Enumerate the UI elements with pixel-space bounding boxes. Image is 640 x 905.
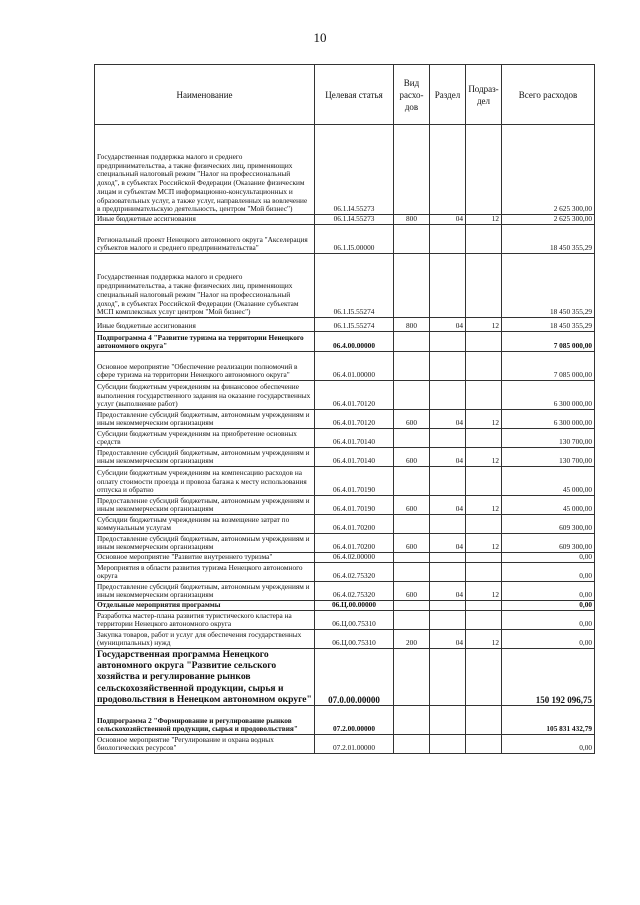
cell-subsection <box>466 649 502 706</box>
cell-subsection: 12 <box>466 630 502 649</box>
table-row <box>95 534 595 553</box>
cell-total: 130 700,00 <box>502 429 595 448</box>
header-type: Вид расхо-дов <box>394 65 430 125</box>
cell-section <box>430 649 466 706</box>
cell-name: Субсидии бюджетным учреждениям на возмещение затрат по коммунальным услугам <box>95 515 315 534</box>
cell-code: 06.4.01.70200 <box>315 515 394 534</box>
cell-name: Разработка мастер-плана развития туристического кластера на территории Ненецкого автономного округа <box>95 611 315 630</box>
header-target: Целевая статья <box>315 65 394 125</box>
cell-code: 06.4.01.00000 <box>315 352 394 381</box>
cell-total: 150 192 096,75 <box>502 649 595 706</box>
table-row <box>95 582 595 601</box>
cell-subsection <box>466 735 502 754</box>
cell-subsection: 12 <box>466 215 502 225</box>
cell-code: 06.4.02.00000 <box>315 553 394 563</box>
cell-section: 04 <box>430 582 466 601</box>
table-row <box>95 225 595 254</box>
cell-type: 600 <box>394 410 430 429</box>
cell-type <box>394 467 430 496</box>
cell-type <box>394 706 430 735</box>
cell-section: 04 <box>430 630 466 649</box>
cell-name: Государственная программа Ненецкого автономного округа "Развитие сельского хозяйства и регулирование рынков сельскохозяйственной продукции, сырья и продовольствия в Ненецком автономном округе" <box>95 649 315 706</box>
table-body <box>95 125 595 754</box>
cell-name: Основное мероприятие "Регулирование и охрана водных биологических ресурсов" <box>95 735 315 754</box>
table-row <box>95 215 595 225</box>
table-row <box>95 611 595 630</box>
cell-code: 06.1.I5.55274 <box>315 254 394 318</box>
cell-type: 800 <box>394 318 430 332</box>
budget-table <box>94 64 595 754</box>
cell-total: 6 300 000,00 <box>502 410 595 429</box>
table-row <box>95 649 595 706</box>
table-row <box>95 563 595 582</box>
cell-type: 800 <box>394 215 430 225</box>
cell-subsection: 12 <box>466 318 502 332</box>
cell-section <box>430 467 466 496</box>
cell-type <box>394 332 430 352</box>
cell-section <box>430 254 466 318</box>
cell-name: Государственная поддержка малого и среднего предпринимательства, а также физических лиц, применяющих специальный налоговый режим "Налог на профессиональный доход", в субъектах Российской Федерации (Оказание физическим лицам и субъектам МСП информационно-консультационных и образовательных услуг, а также услуг, направленных на вовлечение в предпринимательскую деятельность, центром "Мой бизнес") <box>95 125 315 215</box>
cell-type <box>394 611 430 630</box>
cell-section <box>430 352 466 381</box>
cell-type <box>394 553 430 563</box>
cell-subsection: 12 <box>466 410 502 429</box>
cell-code: 07.2.00.00000 <box>315 706 394 735</box>
cell-total: 18 450 355,29 <box>502 318 595 332</box>
cell-code: 06.4.01.70140 <box>315 448 394 467</box>
cell-subsection: 12 <box>466 534 502 553</box>
cell-type <box>394 563 430 582</box>
header-total: Всего расходов <box>502 65 595 125</box>
cell-code: 06.4.01.70190 <box>315 467 394 496</box>
cell-type: 600 <box>394 582 430 601</box>
cell-type <box>394 225 430 254</box>
cell-section <box>430 332 466 352</box>
cell-total: 7 085 000,00 <box>502 332 595 352</box>
cell-subsection <box>466 332 502 352</box>
cell-type <box>394 735 430 754</box>
cell-total: 45 000,00 <box>502 467 595 496</box>
cell-total: 7 085 000,00 <box>502 352 595 381</box>
cell-subsection <box>466 429 502 448</box>
cell-subsection <box>466 563 502 582</box>
table-row <box>95 735 595 754</box>
cell-subsection: 12 <box>466 496 502 515</box>
cell-total: 18 450 355,29 <box>502 225 595 254</box>
cell-subsection <box>466 601 502 611</box>
table-row <box>95 410 595 429</box>
cell-total: 0,00 <box>502 563 595 582</box>
cell-name: Подпрограмма 4 "Развитие туризма на территории Ненецкого автономного округа" <box>95 332 315 352</box>
cell-subsection <box>466 381 502 410</box>
cell-section: 04 <box>430 534 466 553</box>
cell-code: 06.4.01.70190 <box>315 496 394 515</box>
cell-code: 06.4.01.70120 <box>315 410 394 429</box>
cell-type: 600 <box>394 534 430 553</box>
cell-type <box>394 429 430 448</box>
cell-section <box>430 225 466 254</box>
cell-subsection <box>466 611 502 630</box>
cell-section <box>430 601 466 611</box>
cell-name: Основное мероприятие "Развитие внутреннего туризма" <box>95 553 315 563</box>
table-row <box>95 467 595 496</box>
table-row <box>95 254 595 318</box>
cell-subsection <box>466 515 502 534</box>
cell-code: 06.4.02.75320 <box>315 563 394 582</box>
cell-subsection <box>466 467 502 496</box>
cell-total: 6 300 000,00 <box>502 381 595 410</box>
cell-name: Мероприятия в области развития туризма Ненецкого автономного округа <box>95 563 315 582</box>
cell-total: 0,00 <box>502 601 595 611</box>
cell-subsection <box>466 553 502 563</box>
cell-name: Подпрограмма 2 "Формирование и регулирование рынков сельскохозяйственной продукции, сырья и продовольствия" <box>95 706 315 735</box>
table-row <box>95 515 595 534</box>
cell-section: 04 <box>430 410 466 429</box>
cell-total: 0,00 <box>502 582 595 601</box>
cell-subsection <box>466 706 502 735</box>
header-subsection: Подраз-дел <box>466 65 502 125</box>
cell-subsection <box>466 254 502 318</box>
cell-subsection: 12 <box>466 448 502 467</box>
cell-type <box>394 601 430 611</box>
cell-type: 200 <box>394 630 430 649</box>
cell-name: Предоставление субсидий бюджетным, автономным учреждениям и иным некоммерческим организациям <box>95 582 315 601</box>
cell-code: 06.Ц.00.75310 <box>315 630 394 649</box>
cell-total: 18 450 355,29 <box>502 254 595 318</box>
table-row <box>95 706 595 735</box>
table-row <box>95 332 595 352</box>
cell-code: 06.1.I4.55273 <box>315 125 394 215</box>
cell-subsection <box>466 125 502 215</box>
cell-name: Субсидии бюджетным учреждениям на приобретение основных средств <box>95 429 315 448</box>
table-row <box>95 496 595 515</box>
cell-code: 06.4.02.75320 <box>315 582 394 601</box>
cell-type: 600 <box>394 496 430 515</box>
header-section: Раздел <box>430 65 466 125</box>
table-row <box>95 601 595 611</box>
cell-section <box>430 706 466 735</box>
cell-section: 04 <box>430 448 466 467</box>
cell-section <box>430 125 466 215</box>
cell-code: 06.4.01.70120 <box>315 381 394 410</box>
cell-name: Основное мероприятие "Обеспечение реализации полномочий в сфере туризма на территории Ненецкого автономного округа" <box>95 352 315 381</box>
cell-subsection <box>466 225 502 254</box>
cell-type <box>394 352 430 381</box>
cell-section <box>430 515 466 534</box>
cell-code: 06.1.I4.55273 <box>315 215 394 225</box>
cell-type <box>394 515 430 534</box>
cell-name: Субсидии бюджетным учреждениям на компенсацию расходов на оплату стоимости проезда и провоза багажа к месту использования отпуска и обратно <box>95 467 315 496</box>
table-row <box>95 448 595 467</box>
cell-total: 609 300,00 <box>502 515 595 534</box>
cell-type <box>394 125 430 215</box>
cell-section: 04 <box>430 215 466 225</box>
cell-total: 0,00 <box>502 735 595 754</box>
cell-type <box>394 254 430 318</box>
cell-name: Закупка товаров, работ и услуг для обеспечения государственных (муниципальных) нужд <box>95 630 315 649</box>
cell-code: 06.4.01.70200 <box>315 534 394 553</box>
cell-total: 2 625 300,00 <box>502 125 595 215</box>
cell-name: Региональный проект Ненецкого автономного округа "Акселерация субъектов малого и среднего предпринимательства" <box>95 225 315 254</box>
cell-section: 04 <box>430 318 466 332</box>
table-row <box>95 125 595 215</box>
cell-code: 06.4.01.70140 <box>315 429 394 448</box>
cell-type <box>394 649 430 706</box>
cell-name: Предоставление субсидий бюджетным, автономным учреждениям и иным некоммерческим организациям <box>95 496 315 515</box>
cell-section: 04 <box>430 496 466 515</box>
cell-section <box>430 381 466 410</box>
table-row <box>95 352 595 381</box>
cell-code: 06.4.00.00000 <box>315 332 394 352</box>
cell-total: 130 700,00 <box>502 448 595 467</box>
cell-section <box>430 735 466 754</box>
cell-section <box>430 553 466 563</box>
cell-total: 0,00 <box>502 611 595 630</box>
cell-total: 2 625 300,00 <box>502 215 595 225</box>
page-number: 10 <box>313 30 327 45</box>
cell-subsection <box>466 352 502 381</box>
cell-type <box>394 381 430 410</box>
cell-name: Иные бюджетные ассигнования <box>95 215 315 225</box>
table-header-row <box>95 65 595 125</box>
cell-total: 45 000,00 <box>502 496 595 515</box>
cell-name: Государственная поддержка малого и среднего предпринимательства, а также физических лиц, применяющих специальный налоговый режим "Налог на профессиональный доход", в субъектах Российской Федерации (Оказание субъектам МСП комплексных услуг центром "Мой бизнес") <box>95 254 315 318</box>
table-row <box>95 553 595 563</box>
cell-section <box>430 611 466 630</box>
cell-total: 609 300,00 <box>502 534 595 553</box>
cell-name: Субсидии бюджетным учреждениям на финансовое обеспечение выполнения государственного задания на оказание государственных услуг (выполнение работ) <box>95 381 315 410</box>
cell-code: 06.Ц.00.75310 <box>315 611 394 630</box>
cell-code: 06.1.I5.00000 <box>315 225 394 254</box>
cell-name: Предоставление субсидий бюджетным, автономным учреждениям и иным некоммерческим организациям <box>95 534 315 553</box>
table-row <box>95 429 595 448</box>
cell-name: Предоставление субсидий бюджетным, автономным учреждениям и иным некоммерческим организациям <box>95 448 315 467</box>
cell-name: Отдельные мероприятия программы <box>95 601 315 611</box>
cell-total: 0,00 <box>502 553 595 563</box>
cell-code: 06.Ц.00.00000 <box>315 601 394 611</box>
header-name: Наименование <box>95 65 315 125</box>
table-row <box>95 381 595 410</box>
cell-name: Предоставление субсидий бюджетным, автономным учреждениям и иным некоммерческим организациям <box>95 410 315 429</box>
cell-total: 105 831 432,79 <box>502 706 595 735</box>
cell-name: Иные бюджетные ассигнования <box>95 318 315 332</box>
table-row <box>95 630 595 649</box>
table-row <box>95 318 595 332</box>
cell-total: 0,00 <box>502 630 595 649</box>
cell-code: 07.2.01.00000 <box>315 735 394 754</box>
cell-code: 06.1.I5.55274 <box>315 318 394 332</box>
cell-section <box>430 429 466 448</box>
cell-type: 600 <box>394 448 430 467</box>
cell-code: 07.0.00.00000 <box>315 649 394 706</box>
cell-subsection: 12 <box>466 582 502 601</box>
cell-section <box>430 563 466 582</box>
